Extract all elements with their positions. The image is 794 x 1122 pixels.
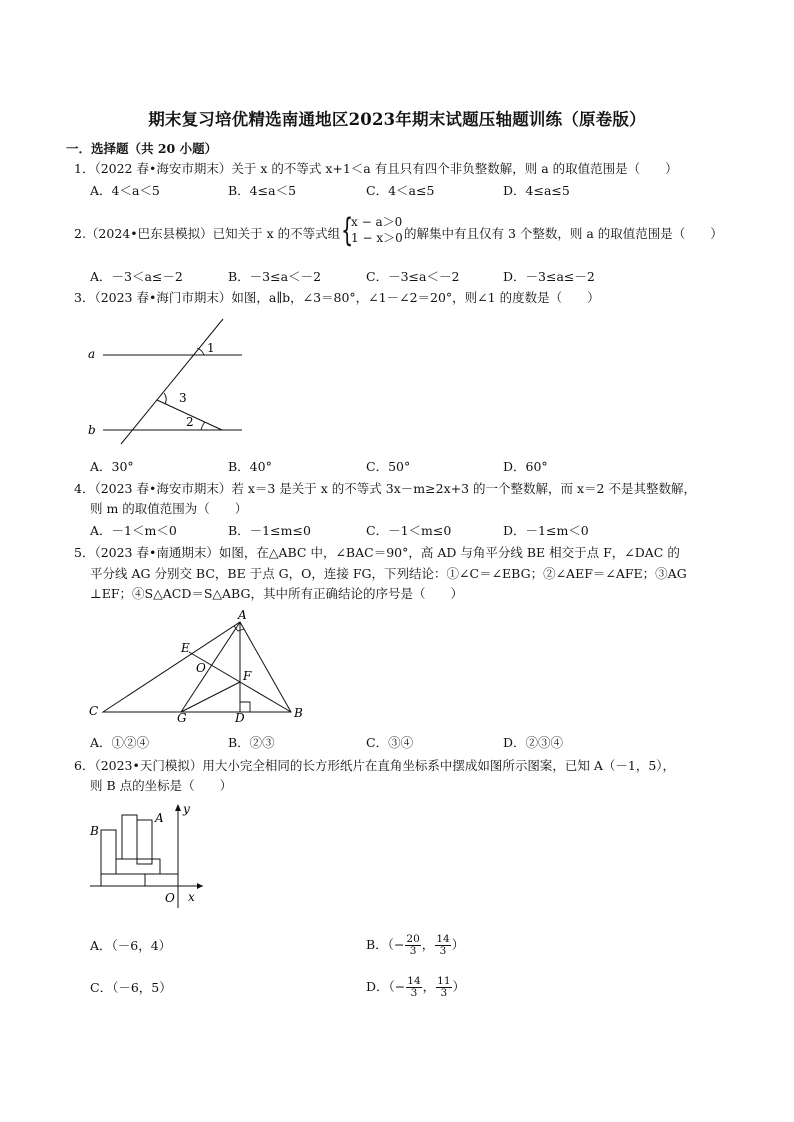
close-paren: ） xyxy=(451,937,465,952)
q2-suffix: 的解集中有且仅有 3 个整数，则 a 的取值范围是（ ） xyxy=(404,226,723,241)
label-O: O xyxy=(165,891,175,905)
q3-option-b[interactable]: B．40° xyxy=(228,459,272,474)
q6-rectangles-figure xyxy=(85,800,210,910)
fraction-denominator: 3 xyxy=(409,945,417,957)
fraction-numerator: 14 xyxy=(436,933,450,945)
label-y: y xyxy=(183,802,190,816)
label-A: A xyxy=(155,811,164,825)
q5-option-c[interactable]: C．③④ xyxy=(366,735,414,750)
q2-option-c[interactable]: C．－3≤a＜－2 xyxy=(366,269,460,284)
q2-option-b[interactable]: B．－3≤a＜－2 xyxy=(228,269,322,284)
q5-option-d[interactable]: D．②③④ xyxy=(503,735,564,750)
q4-text-line1: 4．（2023 春•海安市期末）若 x＝3 是关于 x 的不等式 3x－m≥2x+3 的一个整数解，而 x＝2 不是其整数解， xyxy=(74,481,696,496)
paper-rect-1 xyxy=(101,830,116,874)
label-a: a xyxy=(88,347,96,361)
angle-3-arc xyxy=(164,393,166,404)
q1-text: 1．（2022 春•海安市期末）关于 x 的不等式 x+1＜a 有且只有四个非负整数解，则 a 的取值范围是（ ） xyxy=(74,161,678,176)
q2-option-d[interactable]: D．－3≤a≤－2 xyxy=(503,269,595,284)
q5-text-line1: 5．（2023 春•南通期末）如图，在△ABC 中，∠BAC＝90°，高 AD 与角平分线 BE 相交于点 F，∠DAC 的 xyxy=(74,545,680,560)
q3-option-c[interactable]: C．50° xyxy=(366,459,411,474)
q6-option-d[interactable] xyxy=(366,974,465,1000)
fraction-numerator: 11 xyxy=(437,975,451,987)
q5-option-a[interactable]: A．①②④ xyxy=(90,735,150,750)
paper-rect-6 xyxy=(145,874,178,886)
q4-option-a[interactable]: A．－1＜m＜0 xyxy=(90,523,177,538)
q4-text-line2: 则 m 的取值范围为（ ） xyxy=(90,501,248,516)
q5-triangle-figure xyxy=(85,608,315,728)
q5-text-line3: ⊥EF；④S△ACD＝S△ABG，其中所有正确结论的序号是（ ） xyxy=(90,586,463,601)
bisector-ag xyxy=(181,622,240,712)
page-title: 期末复习培优精选南通地区2023年期末试题压轴题训练（原卷版） xyxy=(148,110,646,129)
fraction xyxy=(435,934,450,957)
q6-option-a[interactable]: A．（－6，4） xyxy=(90,938,172,953)
q4-option-c[interactable]: C．－1＜m≤0 xyxy=(366,523,452,538)
fraction-denominator: 3 xyxy=(440,987,448,999)
label-D: D xyxy=(235,711,245,725)
q1-option-d[interactable]: D．4≤a≤5 xyxy=(503,183,570,198)
fraction xyxy=(405,934,420,957)
close-paren: ） xyxy=(452,979,466,994)
label-C: C xyxy=(89,704,99,718)
q2-inequality-2: 1 − x＞0 xyxy=(351,231,403,245)
fraction-denominator: 3 xyxy=(439,945,447,957)
label-A: A xyxy=(238,608,247,622)
q2-inequality-1: x − a＞0 xyxy=(351,215,403,229)
comma: ， xyxy=(422,979,436,994)
fraction-numerator: 14 xyxy=(407,975,421,987)
q2-prefix: 2.（2024•巴东县模拟）已知关于 x 的不等式组 xyxy=(74,226,341,241)
angle-2-arc xyxy=(201,422,205,430)
brace-glyph: { xyxy=(341,211,354,249)
label-B: B xyxy=(90,824,99,838)
q6-text-line1: 6．（2023•天门模拟）用大小完全相同的长方形纸片在直角坐标系中摆成如图所示图案，已知 A（－1，5）， xyxy=(74,758,676,773)
q2-inequality-system xyxy=(341,211,403,250)
paper-rect-4 xyxy=(116,859,160,874)
q1-option-a[interactable]: A．4＜a＜5 xyxy=(90,183,160,198)
q3-text: 3．（2023 春•海门市期末）如图，a∥b，∠3＝80°，∠1－∠2＝20°，则∠1 的度数是（ ） xyxy=(74,290,600,305)
label-G: G xyxy=(177,711,187,725)
label-E: E xyxy=(181,641,190,655)
fraction-denominator: 3 xyxy=(410,987,418,999)
transversal-line xyxy=(121,319,223,444)
q4-option-d[interactable]: D．－1≤m＜0 xyxy=(503,523,589,538)
paper-rect-5 xyxy=(101,874,145,886)
q5-text-line2: 平分线 AG 分别交 BC，BE 于点 G，O，连接 FG，下列结论：①∠C＝∠EBG；②∠AEF＝∠AFE；③AG xyxy=(90,566,687,581)
q6-option-b[interactable] xyxy=(366,932,464,958)
q4-option-b[interactable]: B．－1≤m≤0 xyxy=(228,523,311,538)
q3-option-a[interactable]: A．30° xyxy=(90,459,134,474)
minus-sign: − xyxy=(394,979,406,994)
section-heading: 一．选择题（共 20 小题） xyxy=(66,141,218,156)
q6-text-line2: 则 B 点的坐标是（ ） xyxy=(90,778,233,793)
comma: ， xyxy=(421,937,435,952)
fraction-numerator: 20 xyxy=(406,933,420,945)
q5-option-b[interactable]: B．②③ xyxy=(228,735,275,750)
label-F: F xyxy=(243,669,252,683)
label-x: x xyxy=(188,890,195,904)
q2-option-a[interactable]: A．－3＜a≤－2 xyxy=(90,269,183,284)
label-O: O xyxy=(196,661,206,675)
fraction xyxy=(406,976,421,999)
label-b: b xyxy=(88,423,96,437)
q3-figure xyxy=(85,312,255,447)
label-angle-2: 2 xyxy=(186,415,194,429)
q1-option-c[interactable]: C．4＜a≤5 xyxy=(366,183,435,198)
q3-option-d[interactable]: D．60° xyxy=(503,459,548,474)
q6-option-c[interactable]: C．（－6，5） xyxy=(90,980,172,995)
label-B: B xyxy=(294,706,303,720)
q1-option-b[interactable]: B．4≤a＜5 xyxy=(228,183,297,198)
label-angle-3: 3 xyxy=(179,391,187,405)
x-axis-arrow-icon xyxy=(197,883,203,889)
paper-rect-3 xyxy=(137,820,152,864)
segment-fg xyxy=(181,682,240,712)
q6-option-d-prefix: D．（ xyxy=(366,979,395,994)
minus-sign: − xyxy=(393,937,405,952)
label-angle-1: 1 xyxy=(207,341,215,355)
paper-rect-2 xyxy=(122,815,137,859)
q6-option-b-prefix: B．（ xyxy=(366,937,394,952)
y-axis-arrow-icon xyxy=(175,804,181,811)
fraction xyxy=(436,976,451,999)
